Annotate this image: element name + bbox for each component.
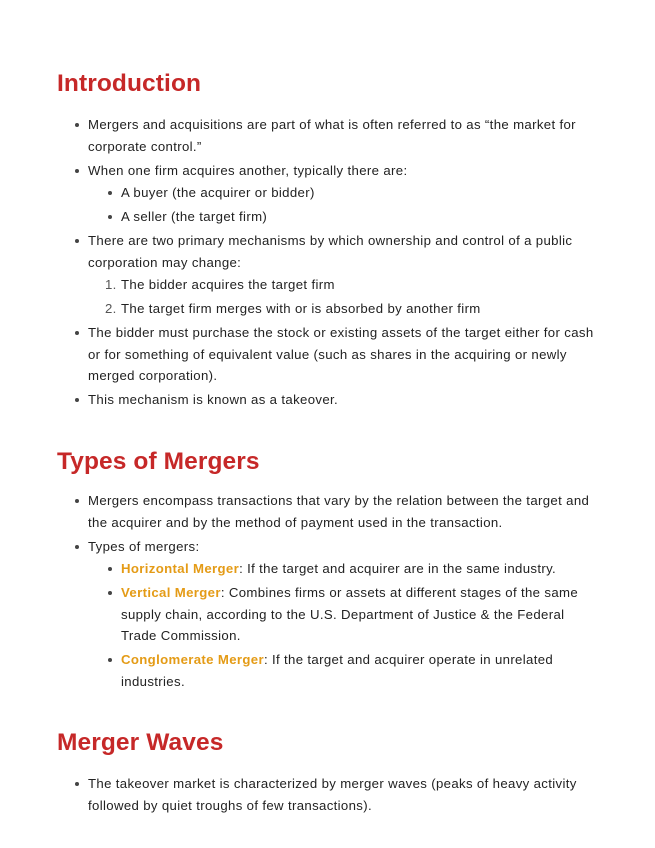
- sub-list-item: A seller (the target firm): [88, 206, 602, 228]
- list-item-text: There are two primary mechanisms by which ownership and control of a public corporation may change:: [88, 233, 573, 270]
- list-item: The takeover market is characterized by merger waves (peaks of heavy activity followed by quiet troughs of few transactions).: [72, 773, 602, 816]
- types-of-mergers-heading: Types of Mergers: [57, 448, 260, 475]
- sub-list: [88, 182, 602, 228]
- merger-term: Conglomerate Merger: [121, 652, 264, 667]
- merger-type-horizontal: [88, 558, 602, 580]
- waves-list: [72, 773, 602, 819]
- merger-definition: : If the target and acquirer operate in unrelated industries.: [121, 652, 554, 689]
- item-number: 1.: [105, 277, 117, 292]
- merger-term: Horizontal Merger: [121, 561, 240, 576]
- ordered-item-text: The bidder acquires the target firm: [121, 277, 335, 292]
- merger-type-vertical: [88, 582, 602, 647]
- list-item: The bidder must purchase the stock or existing assets of the target either for cash or for something of equivalent value (such as shares in the acquiring or newly merged corporation).: [72, 322, 602, 387]
- list-item: This mechanism is known as a takeover.: [72, 389, 602, 411]
- ordered-sub-list: [88, 274, 602, 320]
- merger-term: Vertical Merger: [121, 585, 221, 600]
- merger-definition: : If the target and acquirer are in the same industry.: [239, 561, 557, 576]
- list-item-text: Types of mergers:: [88, 538, 200, 554]
- types-list: [72, 490, 602, 695]
- list-item: [72, 160, 602, 228]
- merger-types-sub-list: [88, 558, 602, 692]
- ordered-item-text: The target firm merges with or is absorbed by another firm: [121, 301, 481, 316]
- introduction-heading: Introduction: [57, 70, 202, 97]
- sub-list-item: A buyer (the acquirer or bidder): [88, 182, 602, 204]
- list-item: [72, 536, 602, 693]
- list-item-text: When one firm acquires another, typically there are:: [88, 162, 408, 178]
- list-item: Mergers encompass transactions that vary by the relation between the target and the acquirer and by the method of payment used in the transaction.: [72, 490, 602, 533]
- list-item: Mergers and acquisitions are part of what is often referred to as “the market for corporate control.”: [72, 114, 602, 157]
- introduction-list: [72, 114, 602, 413]
- ordered-item: [88, 298, 602, 320]
- item-number: 2.: [105, 301, 117, 316]
- ordered-item: [88, 274, 602, 296]
- list-item: [72, 230, 602, 320]
- merger-type-conglomerate: [88, 649, 602, 692]
- merger-waves-heading: Merger Waves: [57, 729, 224, 756]
- merger-definition: : Combines firms or assets at different stages of the same supply chain, according to the U.S. Department of Justice & the Federal Trade Commission.: [121, 585, 579, 643]
